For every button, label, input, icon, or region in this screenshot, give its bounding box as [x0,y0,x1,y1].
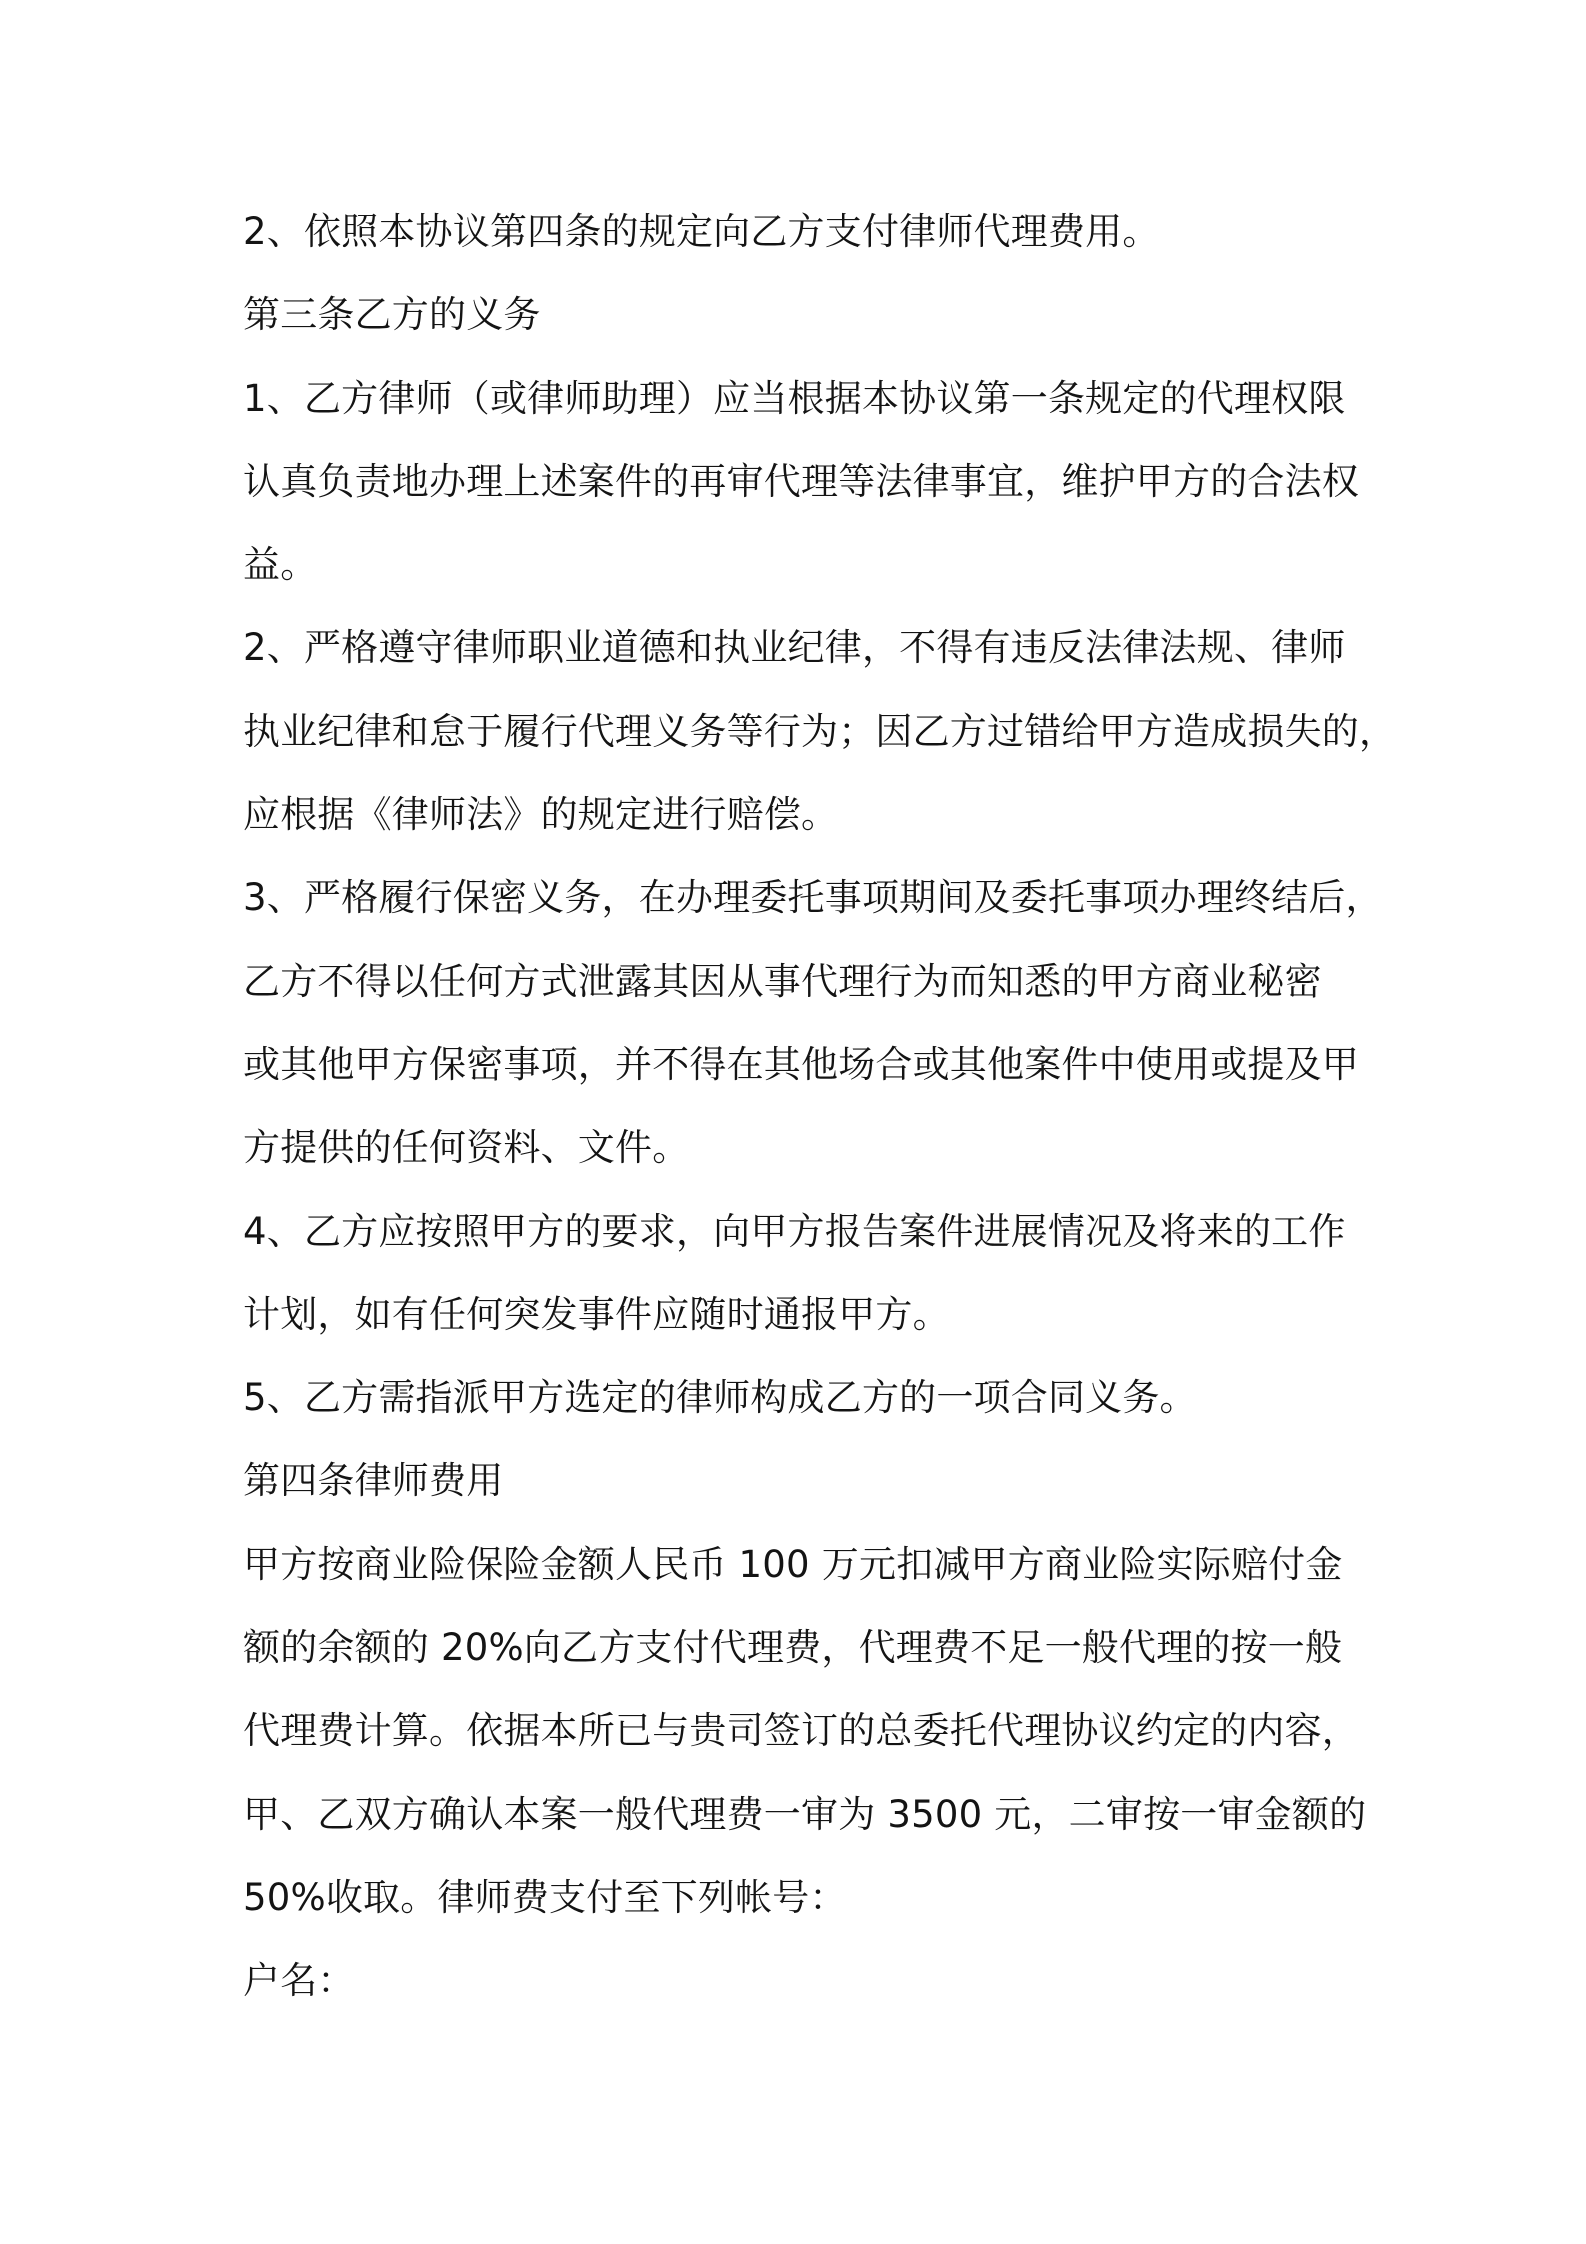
text-line: 乙方不得以任何方式泄露其因从事代理行为而知悉的甲方商业秘密 [243,959,1322,1003]
text-line: 代理费计算。依据本所已与贵司签订的总委托代理协议约定的内容， [243,1709,1359,1753]
text-line: 2、依照本协议第四条的规定向乙方支付律师代理费用。 [243,210,1160,253]
section-heading: 第四条律师费用 [243,1459,504,1503]
text-line: 方提供的任何资料、文件。 [243,1126,690,1170]
text-line: 计划，如有任何突发事件应随时通报甲方。 [243,1292,950,1336]
text-line: 或其他甲方保密事项，并不得在其他场合或其他案件中使用或提及甲 [243,1042,1359,1086]
text-line: 额的余额的 20%向乙方支付代理费，代理费不足一般代理的按一般 [243,1626,1343,1670]
text-line: 2、严格遵守律师职业道德和执业纪律，不得有违反法律法规、律师 [243,626,1346,670]
text-line: 3、严格履行保密义务，在办理委托事项期间及委托事项办理终结后， [243,876,1383,920]
text-line: 甲、乙双方确认本案一般代理费一审为 3500 元，二审按一审金额的 [243,1792,1367,1836]
text-line: 执业纪律和怠于履行代理义务等行为；因乙方过错给甲方造成损失的， [243,709,1397,753]
document-body [243,190,1397,2023]
text-line: 益。 [243,543,318,587]
text-line: 4、乙方应按照甲方的要求，向甲方报告案件进展情况及将来的工作 [243,1209,1346,1253]
text-line: 1、乙方律师（或律师助理）应当根据本协议第一条规定的代理权限 [243,376,1346,420]
text-line: 5、乙方需指派甲方选定的律师构成乙方的一项合同义务。 [243,1376,1197,1420]
section-heading: 第三条乙方的义务 [243,293,541,337]
text-line: 甲方按商业险保险金额人民币 100 万元扣减甲方商业险实际赔付金 [243,1542,1343,1586]
text-line: 应根据《律师法》的规定进行赔偿。 [243,793,839,837]
text-line: 认真负责地办理上述案件的再审代理等法律事宜，维护甲方的合法权 [243,459,1359,503]
text-line: 50%收取。律师费支付至下列帐号： [243,1875,847,1919]
account-name-label: 户名： [243,1959,355,2003]
